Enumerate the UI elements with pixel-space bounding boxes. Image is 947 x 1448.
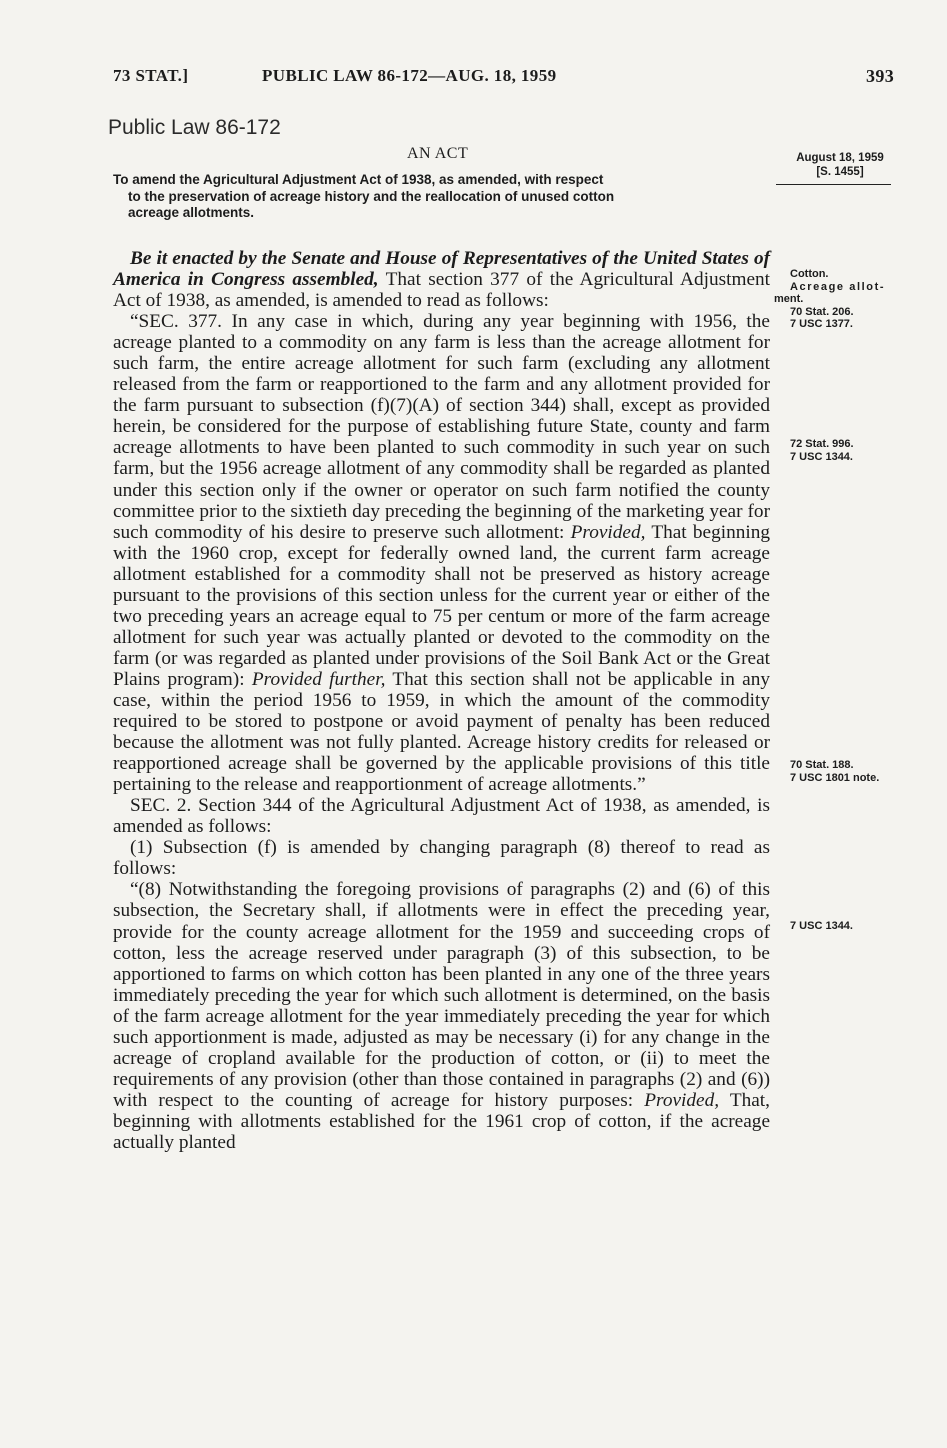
date-divider — [776, 184, 891, 185]
margin-note-line: 7 USC 1344. — [790, 920, 853, 932]
page-number: 393 — [866, 66, 895, 86]
public-law-title: Public Law 86-172 — [108, 116, 281, 139]
margin-note-line: Cotton. — [790, 268, 829, 280]
margin-note-line: 70 Stat. 206. — [790, 305, 854, 318]
enacting-rest: That section 377 of the Agricultural Adjustment Act of 1938, as amended, is amended to read as follows: — [113, 269, 771, 312]
margin-note-line: 7 USC 1377. — [790, 318, 853, 330]
section-377-paragraph — [113, 311, 770, 795]
proviso: Provided, — [570, 521, 646, 543]
running-head-title: PUBLIC LAW 86-172—AUG. 18, 1959 — [262, 66, 557, 85]
paragraph-8 — [113, 879, 770, 1153]
purpose-line-3: acreage allotments. — [128, 205, 255, 220]
paragraph-8-text-1: “(8) Notwithstanding the foregoing provisions of paragraphs (2) and (6) of this subsection, the Secretary shall, if allotments were in effect the preceding year, provide for the county acreage allotment for the 1959 and succeeding crops of cotton, less the acreage reserved under paragraph (3) of this subsection, to be apportioned to farms on which cotton has been planted in any one of the three years immediately preceding the year for which such allotment is determined, on the basis of the farm acreage allotment for the year immediately preceding the year for which such apportionment is made, adjusted as may be necessary (i) for any change in the acreage of cropland available for the production of cotton, or (ii) to meet the requirements of any provision (other than those contained in paragraphs (2) and (6)) with respect to the counting of acreage for history purposes: — [113, 879, 770, 1111]
section-label: SEC. 2. — [130, 795, 192, 817]
margin-note-cotton — [774, 268, 886, 331]
margin-note-7-usc-1344 — [790, 920, 853, 933]
margin-note-line: Acreage allot- — [790, 280, 886, 293]
purpose-line-2: to the preservation of acreage history and the reallocation of unused cotton — [128, 188, 615, 204]
subsection-1-paragraph: (1) Subsection (f) is amended by changing paragraph (8) thereof to read as follows: — [113, 837, 770, 880]
enacting-paragraph — [113, 248, 770, 311]
margin-note-72-stat — [790, 438, 854, 463]
section-2-text: Section 344 of the Agricultural Adjustment Act of 1938, as amended, is amended as follows: — [113, 795, 770, 838]
running-head-volume: 73 STAT.] — [113, 66, 189, 85]
margin-note-line: 70 Stat. 188. — [790, 759, 854, 771]
an-act-heading: AN ACT — [407, 145, 469, 162]
date-note — [781, 151, 899, 179]
section-377-text-3: That this section shall not be applicable in any case, within the period 1956 to 1959, in which the amount of the commodity required to be stored to postpone or avoid payment of penalty has been reduced because the allotment was not fully planted. Acreage history credits for released or reapportioned acreage shall be governed by the applicable provisions of this title pertaining to the release and reapportionment of acreage allotments.” — [113, 668, 771, 796]
enactment-date: August 18, 1959 — [796, 152, 884, 164]
act-purpose — [113, 172, 773, 222]
section-377-text-2: That beginning with the 1960 crop, except for federally owned land, the current farm acreage allotment established for a commodity shall not be preserved as history acreage pursuant to the provisions of this section unless for the current year or either of the two preceding years an acreage equal to 75 per centum or more of the farm acreage allotment for such year was actually planted or devoted to the commodity on the farm (or was regarded as planted under provisions of the Soil Bank Act or the Great Plains program): — [113, 521, 770, 690]
margin-note-line: 72 Stat. 996. — [790, 438, 854, 450]
section-377-text-1: In any case in which, during any year beginning with 1956, the acreage planted to a commodity on any farm is less than the acreage allotment for such farm, the entire acreage allotment for such farm (excluding any allotment released from the farm or reapportioned to the farm and any allotment provided for the farm pursuant to subsection (f)(7)(A) of section 344) shall, except as provided herein, be considered for the purpose of establishing future State, county and farm acreage allotments to have been planted to such commodity in such year on such farm, but the 1956 acreage allotment of any commodity shall be regarded as planted under this section only if the owner or operator on such farm notified the county committee prior to the sixtieth day preceding the beginning of the marketing year for such commodity of his desire to preserve such allotment: — [113, 311, 770, 543]
margin-note-line: 7 USC 1344. — [790, 450, 853, 463]
section-2-paragraph — [113, 795, 770, 837]
purpose-line-1: To amend the Agricultural Adjustment Act of 1938, as amended, with respect — [113, 172, 604, 187]
margin-note-line: 7 USC 1801 note. — [790, 771, 880, 784]
section-label: “SEC. 377. — [130, 311, 223, 333]
act-body — [113, 248, 770, 1153]
margin-note-line: ment. — [774, 293, 804, 305]
margin-note-70-stat-188 — [790, 759, 879, 784]
proviso-further: Provided further, — [251, 668, 386, 690]
enacting-clause: Be it enacted by the Senate and House of Representatives of the United States of America in Congress assembled, — [113, 248, 770, 291]
paragraph-8-text-2: That, beginning with allotments established for the 1961 crop of cotton, if the acreage actually planted — [113, 1089, 770, 1153]
senate-bill-number: [S. 1455] — [816, 166, 864, 178]
proviso: Provided, — [644, 1089, 720, 1111]
